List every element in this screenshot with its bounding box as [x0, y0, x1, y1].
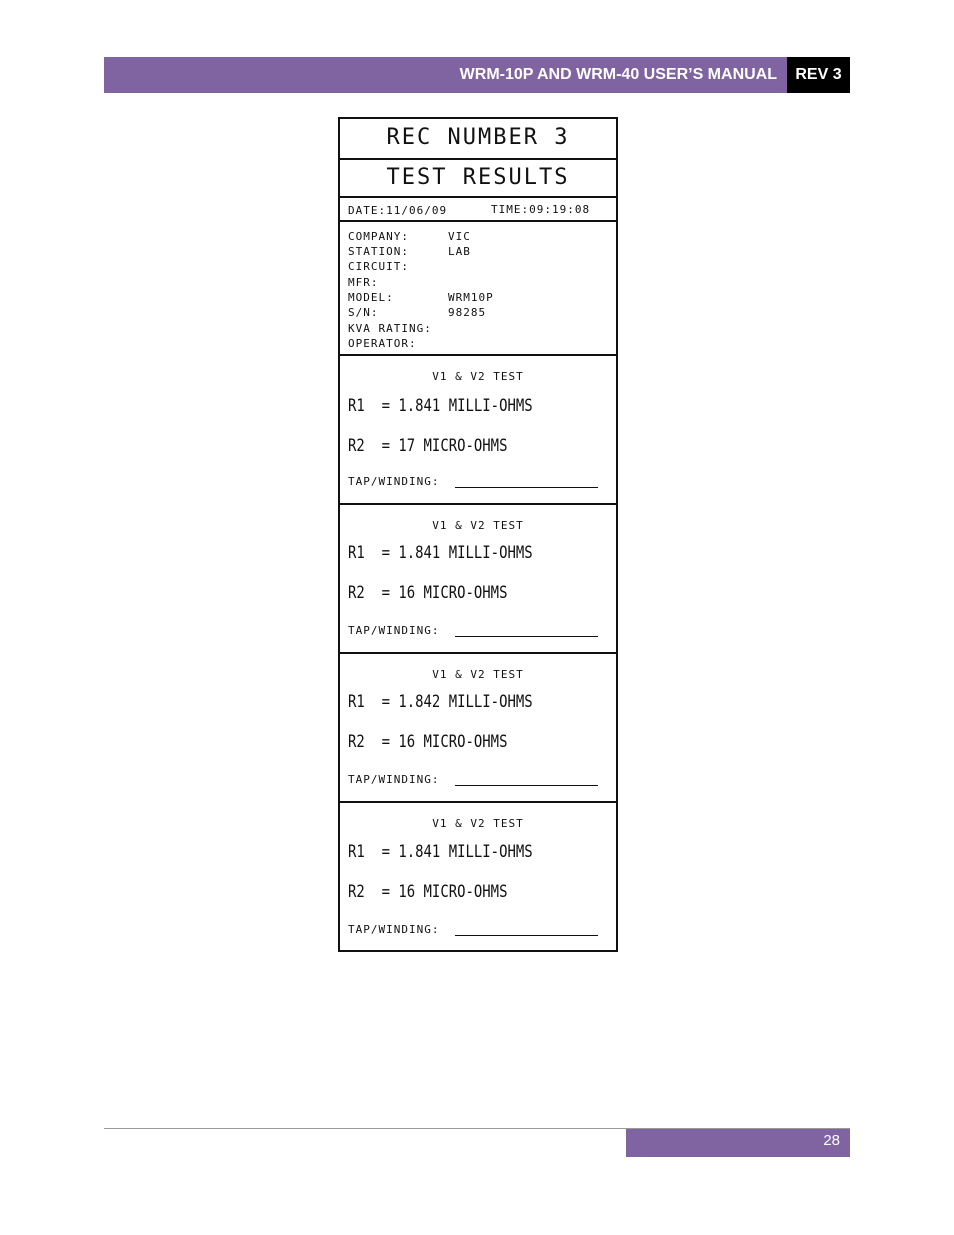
test-block — [340, 356, 616, 505]
date: DATE:11/06/09 — [348, 204, 448, 217]
station-value: LAB — [448, 245, 471, 258]
tap-winding-blank — [455, 785, 598, 786]
tap-winding-blank — [455, 487, 598, 488]
circuit-label: CIRCUIT: — [348, 260, 409, 273]
test-title: V1 & V2 TEST — [432, 817, 524, 830]
kva-rating-label: KVA RATING: — [348, 322, 432, 335]
r2-result: R2 = 17 MICRO-OHMS — [348, 436, 508, 456]
test-results-printout — [338, 117, 618, 952]
company-label: COMPANY: — [348, 230, 409, 243]
manual-title: WRM-10P AND WRM-40 USER’S MANUAL — [459, 66, 777, 83]
company-value: VIC — [448, 230, 471, 243]
r1-result: R1 = 1.841 MILLI-OHMS — [348, 396, 533, 416]
tap-winding-blank — [455, 636, 598, 637]
tap-winding-label: TAP/WINDING: — [348, 923, 440, 936]
test-title: V1 & V2 TEST — [432, 668, 524, 681]
mfr-label: MFR: — [348, 276, 379, 289]
time: TIME:09:19:08 — [491, 203, 591, 216]
r1-result: R1 = 1.841 MILLI-OHMS — [348, 543, 533, 563]
test-results-section — [340, 160, 616, 198]
operator-label: OPERATOR: — [348, 337, 417, 350]
info-section — [340, 222, 616, 356]
revision-badge: REV 3 — [787, 57, 850, 93]
tap-winding-blank — [455, 935, 598, 936]
test-title: V1 & V2 TEST — [432, 370, 524, 383]
r2-result: R2 = 16 MICRO-OHMS — [348, 732, 508, 752]
station-label: STATION: — [348, 245, 409, 258]
tap-winding-label: TAP/WINDING: — [348, 475, 440, 488]
test-block — [340, 803, 616, 950]
tap-winding-label: TAP/WINDING: — [348, 773, 440, 786]
r1-result: R1 = 1.841 MILLI-OHMS — [348, 842, 533, 862]
test-block — [340, 654, 616, 803]
r1-result: R1 = 1.842 MILLI-OHMS — [348, 692, 533, 712]
page-number: 28 — [823, 1132, 840, 1149]
serial-label: S/N: — [348, 306, 379, 319]
rec-number-section — [340, 119, 616, 160]
serial-value: 98285 — [448, 306, 487, 319]
r2-result: R2 = 16 MICRO-OHMS — [348, 583, 508, 603]
r2-result: R2 = 16 MICRO-OHMS — [348, 882, 508, 902]
tap-winding-label: TAP/WINDING: — [348, 624, 440, 637]
date-time-section — [340, 198, 616, 222]
model-label: MODEL: — [348, 291, 394, 304]
test-title: V1 & V2 TEST — [432, 519, 524, 532]
model-value: WRM10P — [448, 291, 494, 304]
test-results-heading: TEST RESULTS — [386, 165, 570, 190]
test-block — [340, 505, 616, 654]
rec-number: REC NUMBER 3 — [386, 125, 570, 150]
